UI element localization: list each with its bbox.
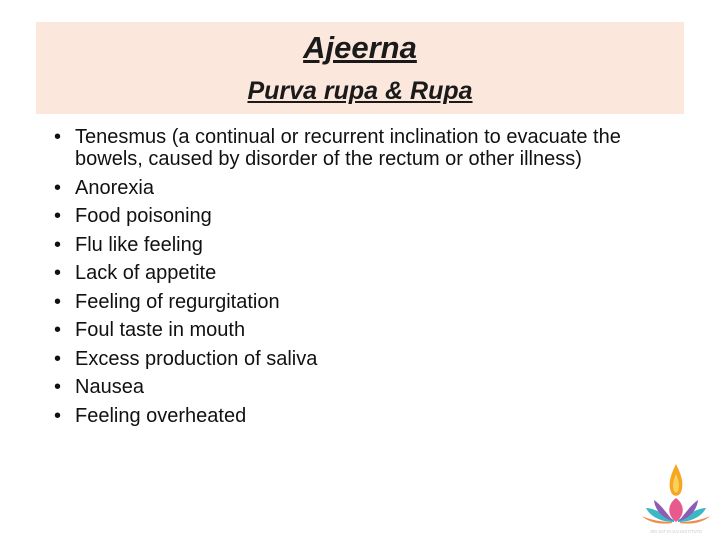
list-item: • Excess production of saliva <box>54 348 694 370</box>
slide-title: Ajeerna <box>303 30 417 65</box>
lotus-lamp-logo-icon <box>640 462 712 536</box>
list-item: • Lack of appetite <box>54 262 694 284</box>
list-item: • Flu like feeling <box>54 234 694 256</box>
list-item: • Feeling of regurgitation <box>54 291 694 313</box>
logo-caption: SRI SATYA SAI INSTITUTE <box>650 529 702 534</box>
list-item: • Tenesmus (a continual or recurrent inclination to evacuate the bowels, caused by disorder of the rectum or other illness) <box>54 126 694 170</box>
slide-subtitle: Purva rupa & Rupa <box>247 77 473 105</box>
list-item: • Anorexia <box>54 177 694 199</box>
list-item: • Nausea <box>54 376 694 398</box>
bullet-list <box>54 126 694 433</box>
title-band <box>36 22 684 114</box>
list-item: • Foul taste in mouth <box>54 319 694 341</box>
list-item: • Feeling overheated <box>54 405 694 427</box>
list-item: • Food poisoning <box>54 205 694 227</box>
